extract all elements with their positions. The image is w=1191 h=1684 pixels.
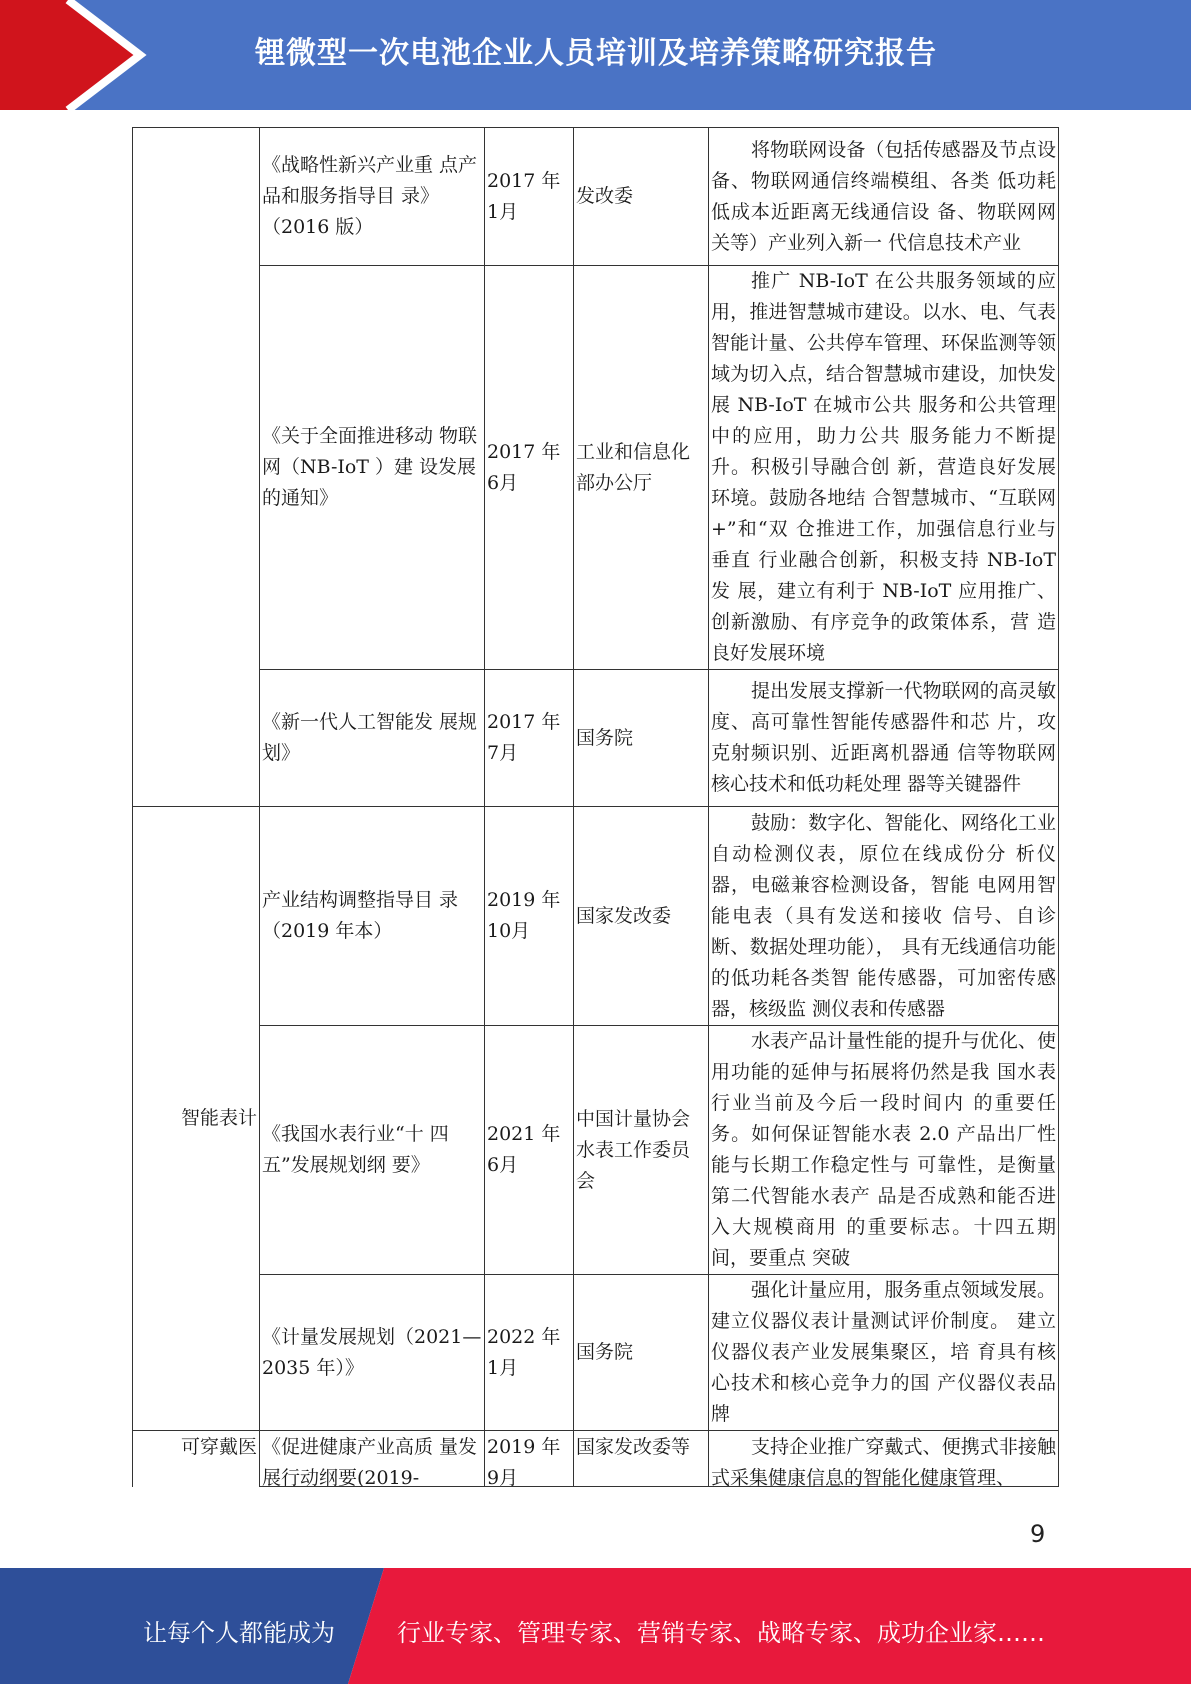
policy-document-text: 《促进健康产业高质 量发展行动纲要(2019- — [262, 1435, 478, 1486]
policy-description: 将物联网设备（包括传感器及节点设备、物联网通信终端模组、各类 低功耗低成本近距离无线通信设 备、物联网网关等）产业列入新一 代信息技术产业 — [709, 128, 1059, 266]
issuer: 发改委 — [574, 128, 709, 266]
issuer: 国务院 — [574, 670, 709, 807]
issuer: 国家发改委 — [574, 807, 709, 1026]
issue-date — [485, 1431, 574, 1487]
table-row — [133, 1026, 1059, 1275]
issue-date: 2017 年 1月 — [485, 128, 574, 266]
issuer: 工业和信息化部办公厅 — [574, 266, 709, 670]
table-row — [133, 1431, 1059, 1487]
issuer: 中国计量协会水表工作委员会 — [574, 1026, 709, 1275]
policy-document: 《新一代人工智能发 展规划》 — [260, 670, 485, 807]
issue-date: 2017 年 7月 — [485, 670, 574, 807]
table-row — [133, 670, 1059, 807]
policy-document: 《计量发展规划（2021—2035 年）》 — [260, 1275, 485, 1431]
policy-description: 水表产品计量性能的提升与优化、使用功能的延伸与拓展将仍然是我 国水表行业当前及今后一段时间内 的重要任务。如何保证智能水表 2.0 产品出厂性能与长期工作稳定性与 可靠性，是衡量第二代智能水表产 品是否成熟和能否进入大规模商用 的重要标志。十四五期间，要重点 突破 — [709, 1026, 1059, 1275]
issuer: 国务院 — [574, 1275, 709, 1431]
page-footer — [0, 1568, 1191, 1684]
policy-description — [709, 1431, 1059, 1487]
page-number: 9 — [1030, 1520, 1046, 1548]
category-cell — [133, 128, 260, 807]
issuer-text: 国家发改委等 — [576, 1435, 691, 1458]
category-text: 可穿戴医 — [180, 1435, 257, 1458]
report-title: 锂微型一次电池企业人员培训及培养策略研究报告 — [255, 36, 937, 71]
table-row — [133, 266, 1059, 670]
footer-slogan-left: 让每个人都能成为 — [143, 1619, 335, 1647]
category-cell — [133, 1431, 260, 1487]
table-row — [133, 1275, 1059, 1431]
policy-document: 《关于全面推进移动 物联网（NB-IoT ）建 设发展的通知》 — [260, 266, 485, 670]
issue-date: 2022 年 1月 — [485, 1275, 574, 1431]
issue-date: 2017 年 6月 — [485, 266, 574, 670]
issuer — [574, 1431, 709, 1487]
policy-table — [132, 127, 1059, 1487]
issue-date-text: 2019 年 9月 — [487, 1435, 561, 1486]
page-header — [0, 0, 1191, 110]
category-cell: 智能表计 — [133, 807, 260, 1431]
table-row — [133, 128, 1059, 266]
issue-date: 2021 年 6月 — [485, 1026, 574, 1275]
policy-description: 推广 NB-IoT 在公共服务领域的应用，推进智慧城市建设。以水、电、气表智能计量、公共停车管理、环保监测等领域为切入点，结合智慧城市建设，加快发展 NB-IoT 在城市公共 服务和公共管理中的应用，助力公共 服务能力不断提升。积极引导融合创 新，营造良好发展环境。鼓励各地结 合智慧城市、“互联网+”和“双 仓推进工作，加强信息行业与垂直 行业融合创新，积极支持 NB-IoT 发 展，建立有利于 NB-IoT 应用推广、 创新激励、有序竞争的政策体系，营 造良好发展环境 — [709, 266, 1059, 670]
policy-document: 产业结构调整指导目 录（2019 年本） — [260, 807, 485, 1026]
policy-description: 强化计量应用，服务重点领域发展。建立仪器仪表计量测试评价制度。 建立仪器仪表产业发展集聚区，培 育具有核心技术和核心竞争力的国 产仪器仪表品牌 — [709, 1275, 1059, 1431]
policy-description: 鼓励：数字化、智能化、网络化工业自动检测仪表，原位在线成份分 析仪器，电磁兼容检测设备，智能 电网用智能电表（具有发送和接收 信号、自诊断、数据处理功能）， 具有无线通信功能的低功耗各类智 能传感器，可加密传感器，核级监 测仪表和传感器 — [709, 807, 1059, 1026]
table-row — [133, 807, 1059, 1026]
footer-slogan-right: 行业专家、管理专家、营销专家、战略专家、成功企业家…… — [397, 1619, 1045, 1647]
policy-document: 《战略性新兴产业重 点产品和服务指导目 录》（2016 版） — [260, 128, 485, 266]
policy-description-text: 支持企业推广穿戴式、便携式非接触式采集健康信息的智能化健康管理、 — [711, 1435, 1056, 1486]
policy-description: 提出发展支撑新一代物联网的高灵敏度、高可靠性智能传感器件和芯 片，攻克射频识别、近距离机器通 信等物联网核心技术和低功耗处理 器等关键器件 — [709, 670, 1059, 807]
issue-date: 2019 年 10月 — [485, 807, 574, 1026]
policy-document — [260, 1431, 485, 1487]
policy-document: 《我国水表行业“十 四五”发展规划纲 要》 — [260, 1026, 485, 1275]
